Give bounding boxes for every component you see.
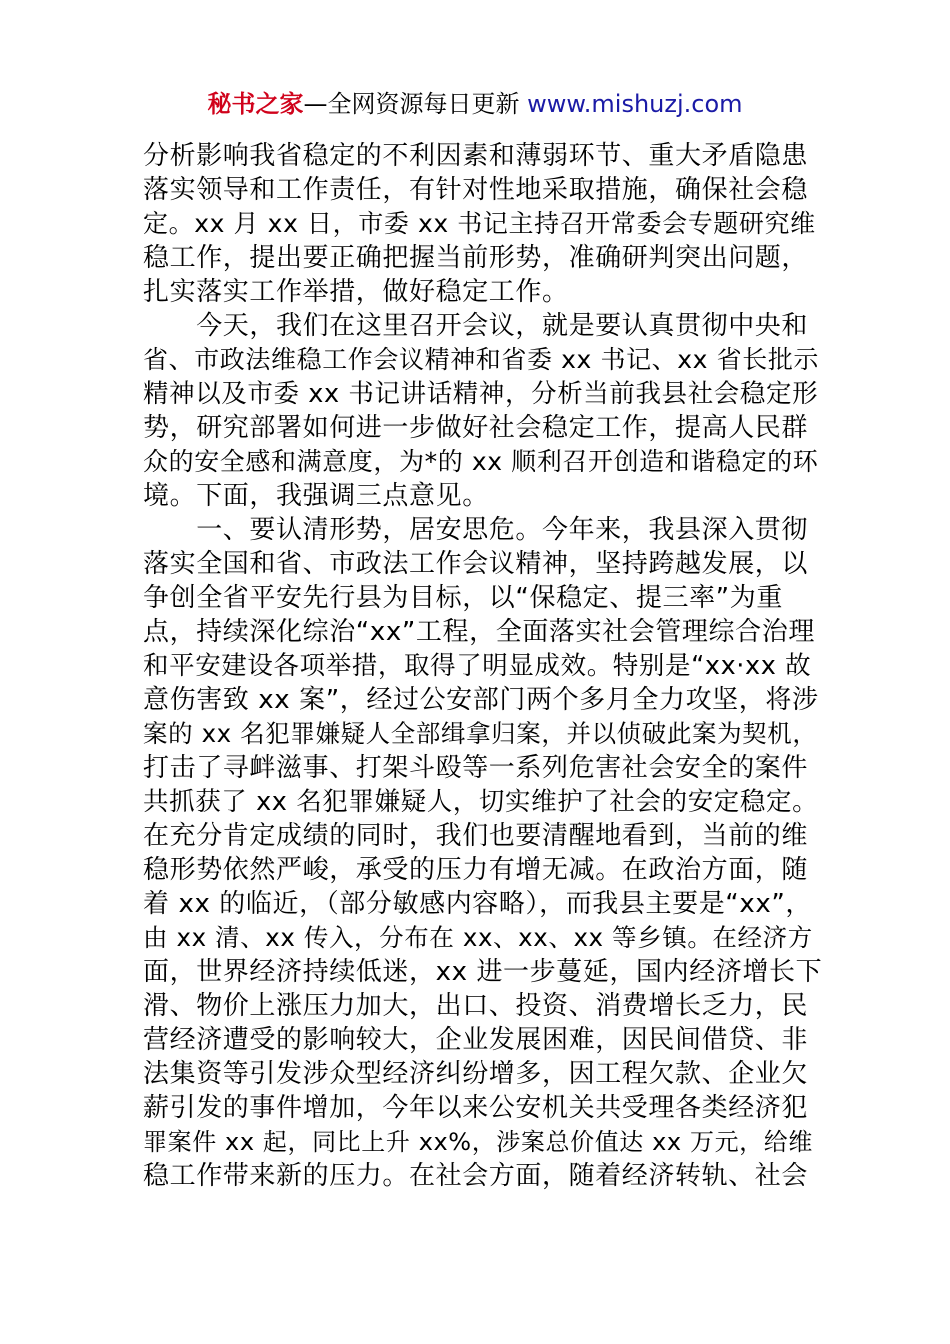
text-line: 打击了寻衅滋事、打架斗殴等一系列危害社会安全的案件 — [143, 753, 809, 783]
text-line: 争创全省平安先行县为目标，以“保稳定、提三率”为重 — [143, 583, 783, 613]
text-line: 分析影响我省稳定的不利因素和薄弱环节、重大矛盾隐患 — [143, 141, 809, 171]
text-line: 意伤害致 xx 案”，经过公安部门两个多月全力攻坚，将涉 — [143, 685, 819, 715]
text-line: 境。下面，我强调三点意见。 — [143, 481, 489, 511]
text-line: 营经济遭受的影响较大，企业发展困难，因民间借贷、非 — [143, 1025, 809, 1055]
text-line: 滑、物价上涨压力加大，出口、投资、消费增长乏力，民 — [143, 991, 809, 1021]
text-line: 稳形势依然严峻，承受的压力有增无减。在政治方面，随 — [143, 855, 809, 885]
site-url-link[interactable]: www.mishuzj.com — [527, 90, 743, 118]
text-line: 点，持续深化综治“xx”工程，全面落实社会管理综合治理 — [143, 617, 815, 647]
text-line: 落实全国和省、市政法工作会议精神，坚持跨越发展，以 — [143, 549, 809, 579]
text-line: 着 xx 的临近，（部分敏感内容略），而我县主要是“xx”， — [143, 889, 813, 919]
text-line: 一、要认清形势，居安思危。今年来，我县深入贯彻 — [143, 515, 809, 545]
text-line: 共抓获了 xx 名犯罪嫌疑人，切实维护了社会的安定稳定。 — [143, 787, 819, 817]
text-line: 罪案件 xx 起，同比上升 xx%，涉案总价值达 xx 万元，给维 — [143, 1128, 813, 1156]
text-line: 今天，我们在这里召开会议，就是要认真贯彻中央和 — [143, 311, 809, 341]
document-body — [143, 139, 823, 1193]
text-line: 在充分肯定成绩的同时，我们也要清醒地看到，当前的维 — [143, 821, 809, 851]
text-line: 扎实落实工作举措，做好稳定工作。 — [143, 277, 569, 307]
text-line: 案的 xx 名犯罪嫌疑人全部缉拿归案，并以侦破此案为契机， — [143, 719, 818, 748]
text-line: 和平安建设各项举措，取得了明显成效。特别是“xx·xx 故 — [143, 651, 812, 681]
text-line: 省、市政法维稳工作会议精神和省委 xx 书记、xx 省长批示 — [143, 345, 820, 374]
text-line: 众的安全感和满意度，为*的 xx 顺利召开创造和谐稳定的环 — [143, 447, 819, 476]
text-line: 薪引发的事件增加，今年以来公安机关共受理各类经济犯 — [143, 1093, 809, 1123]
site-tagline: —全网资源每日更新 — [303, 90, 520, 118]
text-line: 法集资等引发涉众型经济纠纷增多，因工程欠款、企业欠 — [143, 1059, 809, 1089]
text-line: 定。xx 月 xx 日，市委 xx 书记主持召开常委会专题研究维 — [143, 209, 816, 238]
text-line: 势，研究部署如何进一步做好社会稳定工作，提高人民群 — [143, 413, 809, 443]
text-line: 稳工作带来新的压力。在社会方面，随着经济转轨、社会 — [143, 1161, 809, 1191]
site-brand: 秘书之家 — [207, 90, 304, 118]
text-line: 稳工作，提出要正确把握当前形势，准确研判突出问题， — [143, 243, 809, 273]
text-line: 精神以及市委 xx 书记讲话精神，分析当前我县社会稳定形 — [143, 379, 819, 409]
text-line: 由 xx 清、xx 传入，分布在 xx、xx、xx 等乡镇。在经济方 — [143, 923, 813, 952]
text-line: 落实领导和工作责任，有针对性地采取措施，确保社会稳 — [143, 175, 809, 205]
site-header — [0, 86, 950, 122]
text-line: 面，世界经济持续低迷，xx 进一步蔓延，国内经济增长下 — [143, 957, 823, 987]
